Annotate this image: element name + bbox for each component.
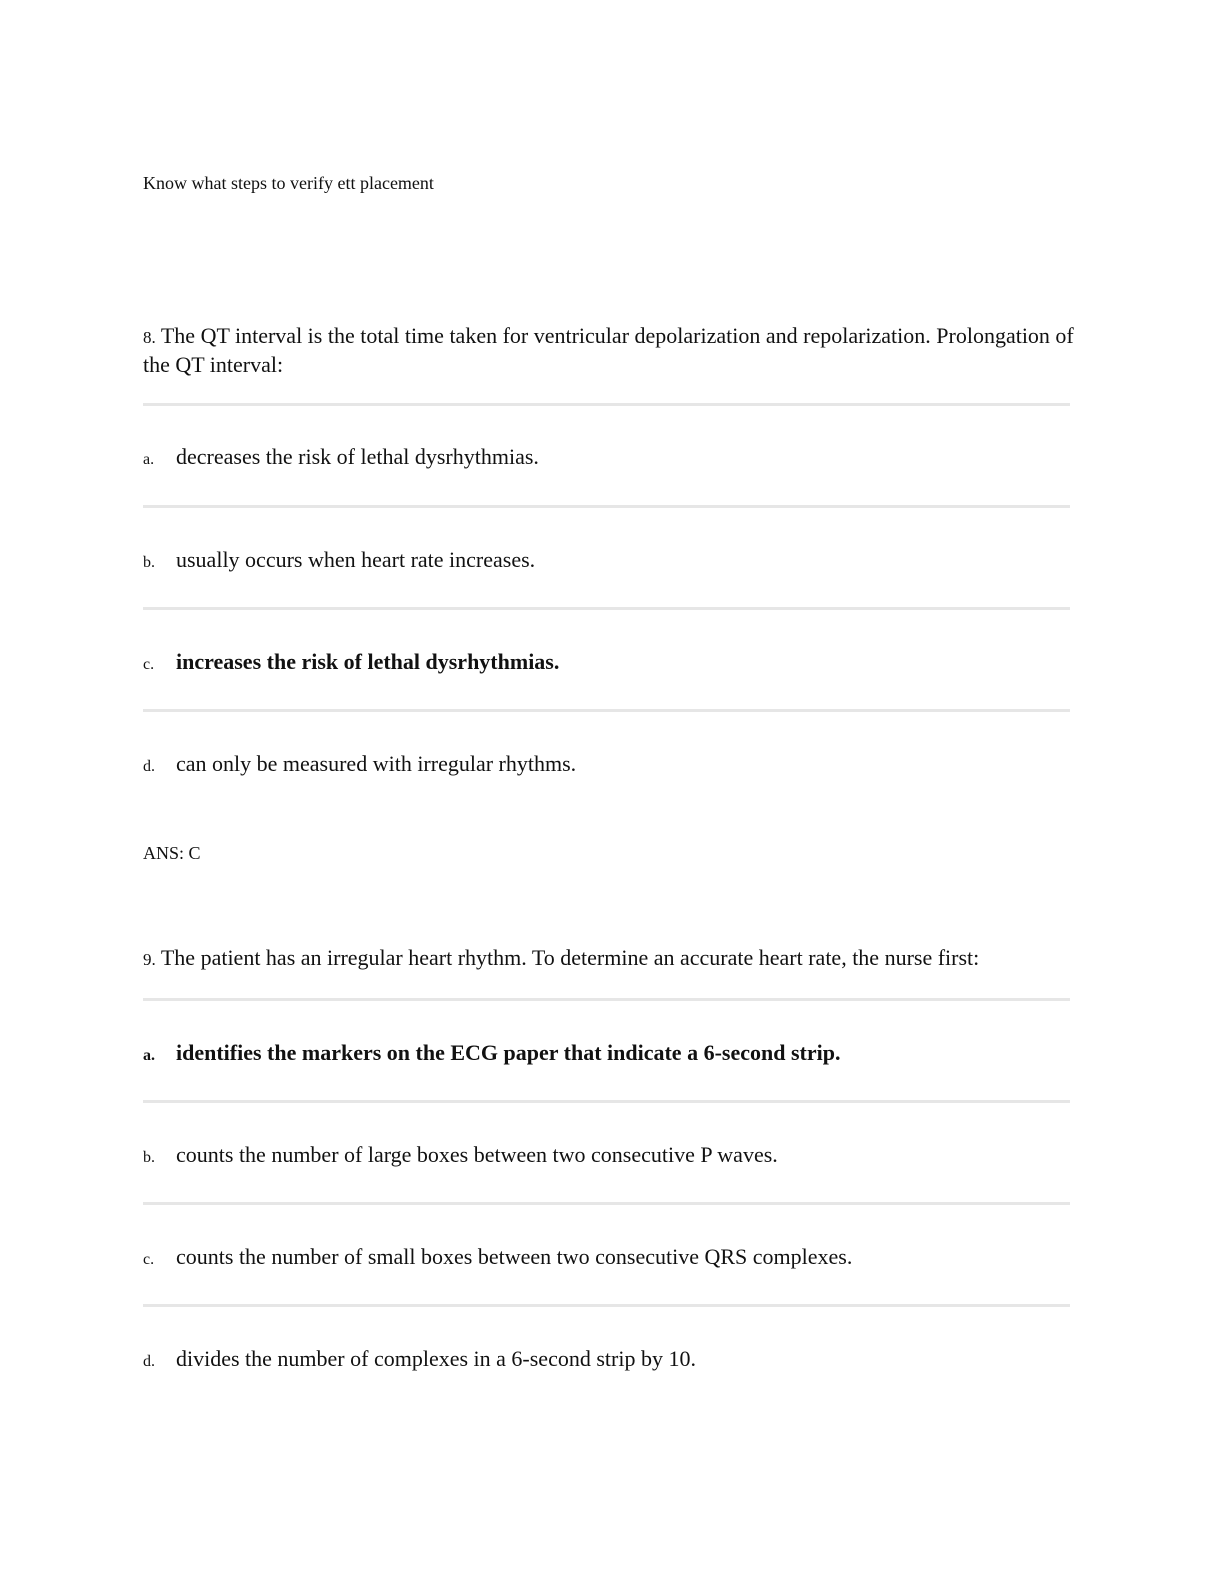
question-8-stem xyxy=(143,322,1083,378)
question-number: 8. xyxy=(143,328,156,347)
q9-option-d xyxy=(143,1345,1070,1375)
divider xyxy=(143,607,1070,610)
divider xyxy=(143,1304,1070,1307)
answer-key: ANS: C xyxy=(143,843,201,863)
q9-option-a-correct xyxy=(143,1039,1070,1069)
option-letter: a. xyxy=(143,1047,155,1064)
q8-option-c-correct xyxy=(143,648,1070,678)
q8-option-b xyxy=(143,546,1070,576)
option-text: divides the number of complexes in a 6-second strip by 10. xyxy=(176,1346,696,1371)
option-text: increases the risk of lethal dysrhythmias. xyxy=(176,649,560,674)
option-letter: d. xyxy=(143,1353,155,1370)
option-text: usually occurs when heart rate increases. xyxy=(176,547,536,572)
option-text: counts the number of large boxes between two consecutive P waves. xyxy=(176,1142,778,1167)
divider xyxy=(143,1100,1070,1103)
divider xyxy=(143,998,1070,1001)
option-text: can only be measured with irregular rhythms. xyxy=(176,751,577,776)
question-text: The QT interval is the total time taken for ventricular depolarization and repolarization. Prolongation of the QT interval: xyxy=(143,323,1074,377)
note-text: Know what steps to verify ett placement xyxy=(143,173,434,193)
divider xyxy=(143,1202,1070,1205)
option-text: decreases the risk of lethal dysrhythmias. xyxy=(176,444,539,469)
option-letter: c. xyxy=(143,1251,155,1268)
option-text: counts the number of small boxes between two consecutive QRS complexes. xyxy=(176,1244,853,1269)
divider xyxy=(143,709,1070,712)
option-letter: b. xyxy=(143,554,155,571)
q8-option-a xyxy=(143,443,1070,473)
q9-option-b xyxy=(143,1141,1070,1171)
q9-option-c xyxy=(143,1243,1070,1273)
divider xyxy=(143,505,1070,508)
option-letter: c. xyxy=(143,656,155,673)
question-9-stem xyxy=(143,944,1083,973)
option-letter: a. xyxy=(143,451,155,468)
question-text: The patient has an irregular heart rhythm. To determine an accurate heart rate, the nurse first: xyxy=(160,945,980,970)
option-text: identifies the markers on the ECG paper that indicate a 6-second strip. xyxy=(176,1040,841,1065)
option-letter: b. xyxy=(143,1149,155,1166)
divider xyxy=(143,403,1070,406)
q8-option-d xyxy=(143,750,1070,780)
question-number: 9. xyxy=(143,950,156,969)
option-letter: d. xyxy=(143,758,155,775)
